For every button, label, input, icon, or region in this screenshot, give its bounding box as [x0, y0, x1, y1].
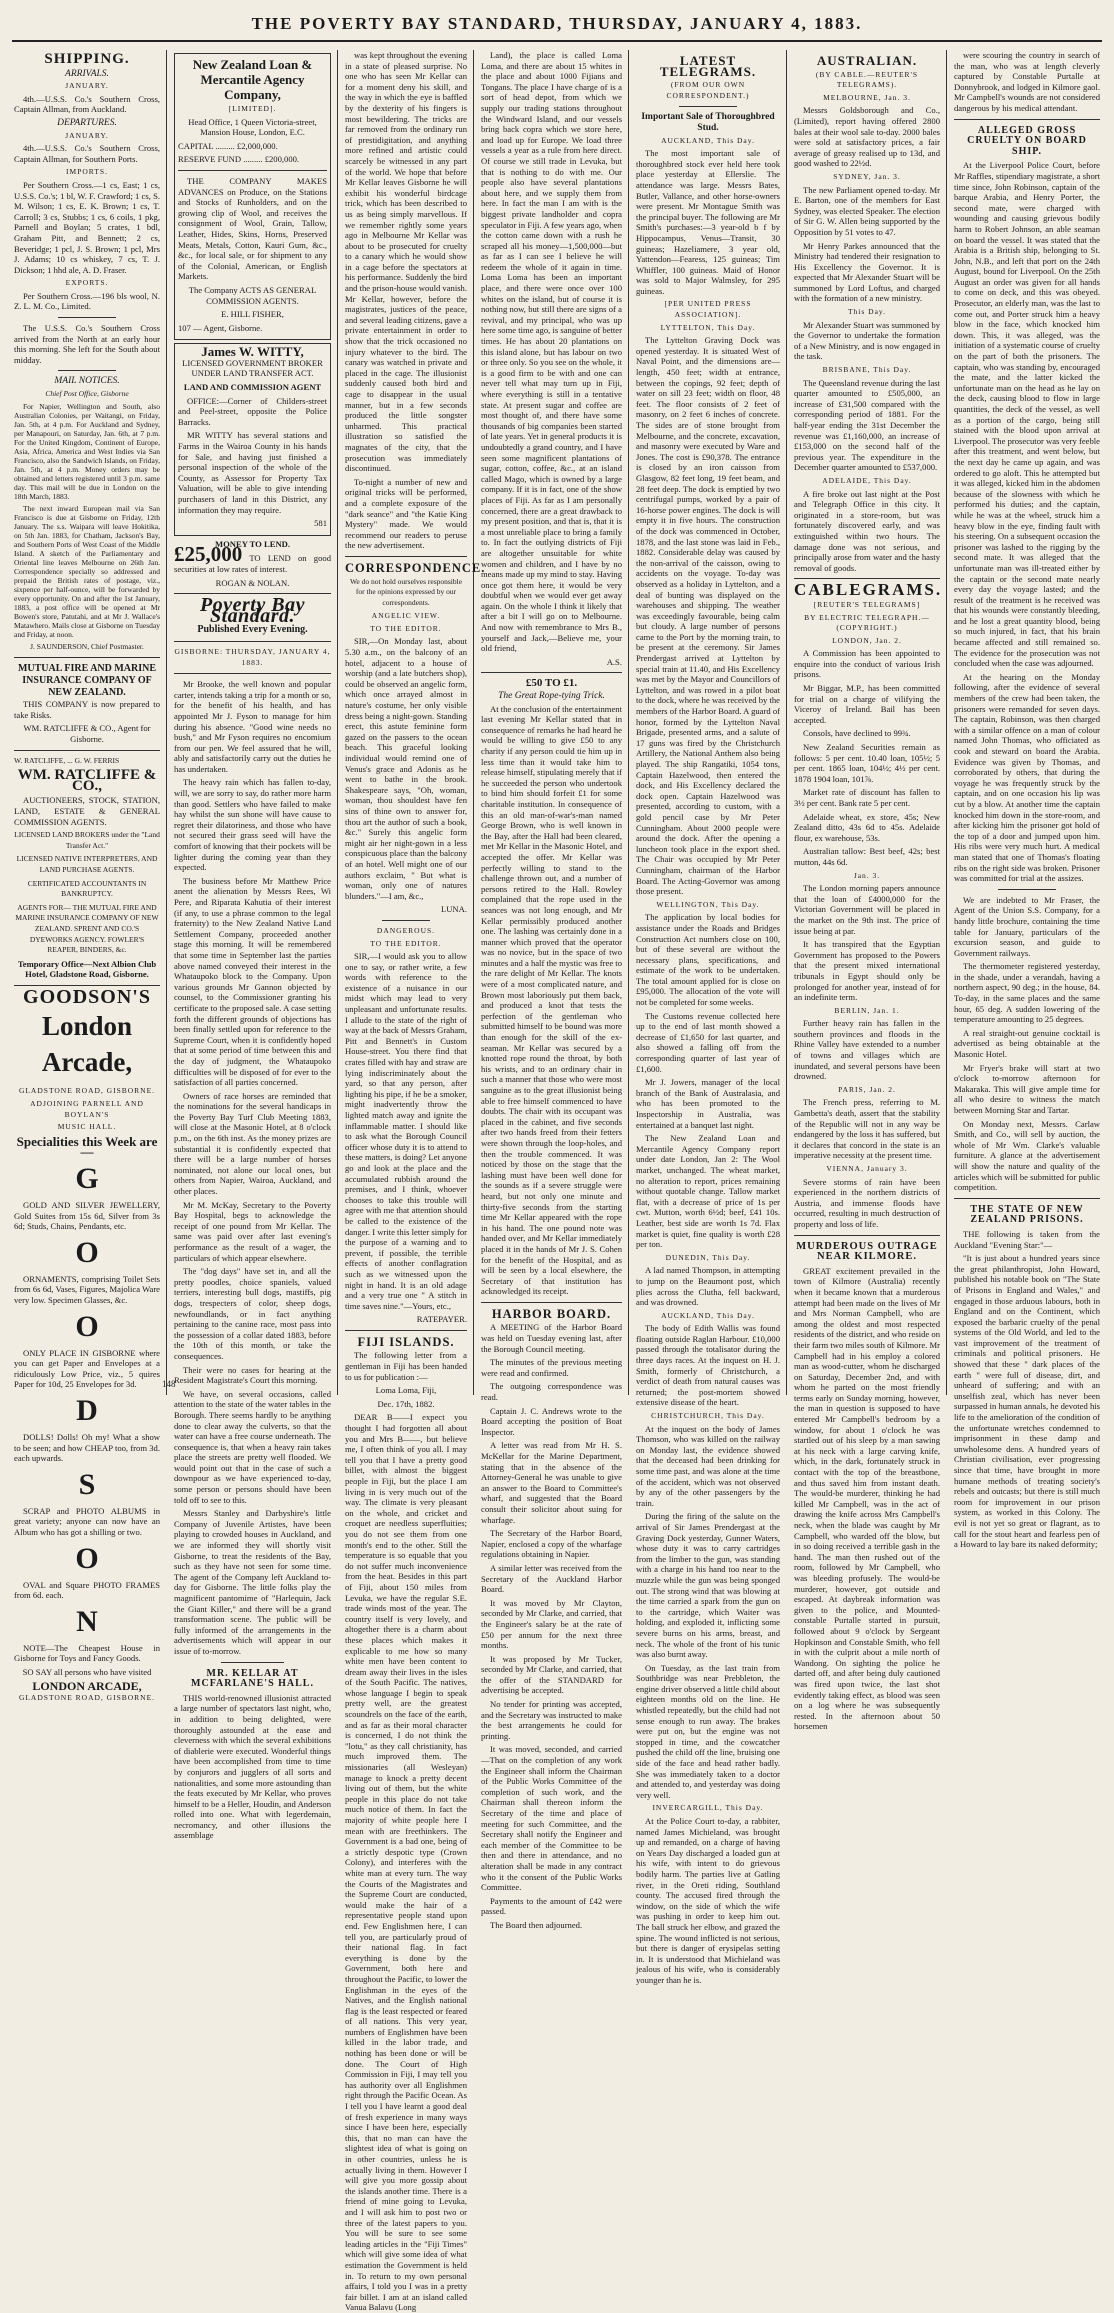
latest-telegrams-source: (FROM OUR OWN CORRESPONDENT.): [666, 80, 750, 100]
closing-road: GLADSTONE ROAD, GISBORNE.: [18, 1693, 156, 1703]
money-text: TO LEND on good securities at low rates of interest.: [174, 553, 331, 574]
witty-number: 581: [314, 518, 327, 529]
news-paragraph: Owners of race horses are reminded that the nominations for the several handicaps in the Poverty Bay Turf Club Meeting 1883, will close at the Masonic Hotel, at 8 o'clock p.m., on the 6th inst. As the money prizes are substantial it is confidently expected that there will be a large number of horses nominated, not alone our local ones, but others from Napier, Wairoa, Auckland, and other places.: [174, 1090, 331, 1197]
dateline-invercargill: INVERCARGILL, This Day.: [652, 1803, 764, 1813]
dateline-dunedin: DUNEDIN, This Day.: [665, 1252, 751, 1262]
news-paragraph: The "dog days" have set in, and all the pretty poodles, choice spaniels, valued terriers, interesting bull dogs, mastiffs, pig dogs, trespecters of color, sheep dogs, newfoundlands, or in fact anything pertaining to the canine race, most pass into the possession of a collar dated 1883, before the 10th of this month, or take the consequences.: [174, 1266, 331, 1361]
harbor-text: A similar letter was received from the Secretary of the Auckland Harbor Board.: [481, 1562, 622, 1595]
dateline-berlin: BERLIN, Jan. 1.: [834, 1005, 900, 1015]
news-paragraph: The heavy rain which has fallen to-day, will, we are sorry to say, do rather more harm than good. Settlers who have failed to make hay whilst the sun shone will have cause to regret their dilatoriness, and those who have not secured their grass seed will have the comfort of knowing that their pockets will be lighter during the coming year than they expected.: [174, 777, 331, 873]
harbor-text: The minutes of the previous meeting were read and confirmed.: [481, 1357, 622, 1378]
cable-text: Further heavy rain has fallen in the southern provinces and floods in the Rhine Valley have extended to a number of towns and villages which are inundated, and several persons have been drowned.: [794, 1018, 940, 1082]
fiji-place: Loma Loma, Fiji,: [375, 1385, 437, 1396]
imports-heading: IMPORTS.: [66, 167, 108, 177]
witty-ad: [174, 343, 331, 536]
fiji-title: FIJI ISLANDS.: [357, 1334, 455, 1349]
letter-signature: LUNA.: [440, 904, 467, 915]
cable-text: Mr Biggar, M.P., has been committed for trial on a charge of vilifying the Viceroy of Ireland. Bail has been accepted.: [794, 683, 940, 725]
cablegrams-source-2: BY ELECTRIC TELEGRAPH.—(COPYRIGHT.): [804, 612, 930, 633]
departures-month: JANUARY.: [65, 130, 109, 140]
fiji-signature: A.S.: [606, 656, 622, 667]
reserve-fund: RESERVE FUND ......... £200,000.: [178, 154, 300, 165]
exports-text: Per Southern Cross.—196 bls wool, N. Z. L. M. Co., Limited.: [14, 290, 160, 312]
shipping-heading: SHIPPING.: [44, 51, 130, 67]
telegram-text: At the Police Court to-day, a rabbiter, named James Michieland, was brought up and remanded, on a charge of having on Years Day discharged a loaded gun at his wife, with intent to do grievous bodily harm. The parties live at Gatling river, in the Oreti riding, Southland county. The accused fired through the window, on the side of which the wife was pushing in order to keep him out. The ball struck her elbow, and grazed the spine. The wound inflicted is not serious, but there is danger of erysipelas setting in. It is understood that Michieland was jealous of his wife, who is considerably younger than he is.: [636, 1816, 780, 1985]
drop-letter: D: [76, 1393, 98, 1427]
published-line: Published Every Evening.: [197, 624, 308, 636]
harbor-text: It was moved by Mr Clayton, seconded by Mr Clarke, and carried, that the Engineer's salary be at the rate of £50 per annum for the next three months.: [481, 1597, 622, 1651]
cable-text: A Commission has been appointed to enquire into the conduct of various Irish prisons.: [794, 648, 940, 680]
latest-telegrams-title: LATEST TELEGRAMS.: [659, 53, 757, 79]
telegram-text: A lad named Thompson, in attempting to jump on the Beaumont post, which plies across the Clutha, fell backward, and was drowned.: [636, 1265, 780, 1308]
news-paragraph: Messrs Stanley and Darbyshire's little Company of Juvenile Artistes, have been playing to crowded houses in Auckland, and we are informed they will shortly visit Gisborne, to treat the residents of the Bay, such as they have not seen for some time. The agent of the Company left Auckland to-day for Gisborne. The little folks play the magnificent pantomime of "Harlequin, Jack the Giant Killer," and there will be a grand transformation scene. The public will be fully informed of the arrangements in the advertisements which will appear in our issue of to-morrow.: [174, 1508, 331, 1656]
special-text: NOTE—The Cheapest House in Gisborne for Toys and Fancy Goods.: [14, 1642, 160, 1664]
cable-text: Adelaide wheat, ex store, 45s; New Zealand ditto, 43s 6d to 45s. Adelaide flour, ex warehouse, 53s.: [794, 811, 940, 843]
divider: [178, 170, 327, 171]
cable-text: Mr Henry Parkes announced that the Ministry had tendered their resignation to His Excellency the Governor. It is expected that Mr Alexander Stuart will be summoned by Lord Loftus, and charged with the formation of a new ministry.: [794, 240, 940, 304]
column-rule: [473, 50, 474, 1395]
exports-heading: EXPORTS.: [65, 278, 109, 288]
divider: [794, 578, 940, 579]
divider: [382, 920, 431, 921]
nz-loan-acts: The Company ACTS AS GENERAL COMMISSION AGENTS.: [188, 284, 317, 306]
rope-title: £50 TO £1.: [525, 677, 578, 690]
divider: [481, 672, 622, 673]
to-the-editor: TO THE EDITOR.: [370, 623, 442, 633]
to-the-editor: TO THE EDITOR.: [370, 938, 442, 948]
kellar-title: MR. KELLAR AT MCFARLANE'S HALL.: [191, 1667, 314, 1690]
dateline-vienna: VIENNA, January 3.: [826, 1164, 908, 1173]
dateline-auckland-2: AUCKLAND, This Day.: [661, 1310, 755, 1320]
cruelty-text: At the hearing on the Monday following, after the evidence of several members of the crew had been taken, the prisoners were remanded for seven days. The captain, Robinson, was then charged with a similar offence on a man of colour named John Thomas, who officiated as cook and steward on board the Arabia. Evidence was given by Thomas, and corroborated by others, that during the voyage he was frequently struck by the captain, and on one occasion his lip was cut by a blow. At another time the captain knocked him down in the store-room, and after kicking him the prisoner got hold of the top of a door and jumped upon him. His ribs were very much hurt. A medical man stated that one of Thomas's floating ribs on the right side was broken. Prisoner was committed for trial at the assizes.: [954, 671, 1100, 884]
harbor-text: No tender for printing was accepted, and the Secretary was instructed to make the best arrangements he could for printing.: [481, 1699, 622, 1741]
divider: [794, 1235, 940, 1236]
telegram-text: The most important sale of thoroughbred stock ever held here took place yesterday at Ellerslie. The attendance was large. Messrs Bates, Butler, Vallance, and other horse-owners were present. Mr Montague Smith was the principal buyer. The following are Mr Smith's purchases:—3 year-old b f by Hippocampus, Venus—Transit, 30 guineas; Hazeliamere, 3 year old, Yattendon—Fearess, 125 guineas; Tim Whiffler, 100 guineas. Maid of Honor was sold to Major Walmsley, for 295 guineas.: [636, 148, 780, 296]
telegram-text: The Customs revenue collected here up to the end of last month showed a decrease of £1,650 for last quarter, and also showed a falling off from the corresponding quarter of last year of £1,600.: [636, 1010, 780, 1074]
imports-text: Per Southern Cross.—1 cs, East; 1 cs, U.S.S. Co.'s; 1 bl, W. F. Crawford; 1 cs, S. M. Wilson; 1 cs, E. K. Brown; 1 cs, T. Carroll; 3 cs, Stubbs; 1 cs, 6 coils, 1 pkg, Parnell and Boylan; 5 crates, 1 bdl, Graham Pitt, and Bennett; 2 cs, Beveridge; 1 pcl, J. S. Brown; 1 pcl, Mrs J. Adams; 10 cs whiskey, 7 cs, T. J. Dickson; 1 hhd ale, A. D. Fraser.: [14, 179, 160, 275]
mail-notices-heading: MAIL NOTICES.: [54, 376, 120, 387]
kellar-paragraph: To-night a number of new and original tricks will be performed, and a complete exposure of the "dark seance" and "the Katie King Mystery" made. We would recommend our readers to peruse the new advertisement.: [345, 476, 467, 551]
masthead: [0, 0, 1114, 44]
money-signature: ROGAN & NOLAN.: [215, 577, 290, 588]
paper-title: Poverty Bay Standard.: [200, 594, 305, 627]
column-4: [475, 50, 628, 1930]
harbor-text: Payments to the amount of £42 were passed.: [481, 1895, 622, 1917]
harbor-board-title: HARBOR BOARD.: [491, 1306, 612, 1321]
dateline-london-2: Jan. 3.: [853, 870, 881, 880]
ratcliffe-agents: AGENTS FOR— THE MUTUAL FIRE AND MARINE INSURANCE COMPANY OF NEW ZEALAND. SPRENT AND CO.'S DYEWORKS AGENCY. FOWLER'S REAPER, BINDERS, &c.: [15, 902, 159, 955]
rope-subtitle: The Great Rope-tying Trick.: [498, 691, 605, 702]
dateline-sydney: SYDNEY, Jan. 3.: [833, 171, 901, 181]
special-text: ORNAMENTS, comprising Toilet Sets from 6s 6d, Vases, Figures, Majolica Ware very low. Specimen Glasses, &c.: [14, 1273, 160, 1305]
cable-text: Market rate of discount has fallen to 3½ per cent. Bank rate 5 per cent.: [794, 787, 940, 808]
masthead-title: THE POVERTY BAY STANDARD, THURSDAY, JANUARY 4, 1883.: [251, 14, 863, 33]
divider: [221, 1662, 284, 1663]
local-note: A real straight-out genuine cocktail is advertised as being obtainable at the Masonic Hotel.: [954, 1027, 1100, 1060]
cable-text: New Zealand Securities remain as follows: 5 per cent. 10.40 loan, 105½; 5 per cent. 1865 loan, 104½; 4½ per cent. 1878 1904 loan, 101⅞.: [794, 742, 940, 784]
prisons-text: "It is just about a hundred years since the great philanthropist, John Howard, published his notable book on "The State of Prisons in England and Wales," and engaged in those arduous labours, both in England and on the Continent, which exposed the barbaric cruelty of the penal systems of the Old World, and led to the vast improvement of the treatment of criminals and political prisoners. He showed that these " dark places of the earth " were full of disease, dirt, and unheard of suffering; and with an unselfish zeal, which has never been surpassed in human annals, he devoted his life to the amelioration of the condition of the unfortunate wretches condemned to imprisonment in these damp and unwholesome dens. A hundred years of Christian civilisation, ever progressing since that time, have brought in more humane methods of treating society's rebels and outcasts; but there is still much room for improvement in our prison system, as worked in this Colony. The evil is not yet so great or flagrant, as to call for the stout heart and fearless pen of a Howard to lay bare its naked deformity;: [954, 1253, 1100, 1550]
australian-title: AUSTRALIAN.: [816, 53, 918, 68]
masthead-rule: [12, 40, 1102, 42]
correspondence-title: CORRESPONDENCE.: [345, 560, 486, 575]
divider: [679, 106, 737, 107]
gladstone-road: GLADSTONE ROAD, GISBORNE.: [18, 1086, 156, 1096]
column-rule: [786, 50, 787, 1395]
kellar-paragraph: THIS world-renowned illusionist attracted a large number of spectators last night, who, in addition to being delighted, were thoroughly astounded at the ease and cleverness with which the several exhibitions of diablerie were executed. Wonderful things have been accomplished from time to time by conjurors and jugglers of all sorts and nationalities, and some more astounding than the feats executed by Mr Kellar, who proves himself to be a Heller, Houdin, and Anderson rolled into one. What with legerdemain, necromancy, and other illusions the assemblage: [174, 1692, 331, 1841]
divider: [14, 657, 160, 658]
harbor-text: A MEETING of the Harbor Board was held on Tuesday evening last, after the Borough Council meeting.: [481, 1322, 622, 1354]
telegram-text: The Lyttelton Graving Dock was opened yesterday. It is situated West of Naval Point, and the dimensions are—length, 450 feet; width at entrance, between the copings, 92 feet; depth of water on sill 23 feet; width on floor, 48 feet. The floor consists of 2 feet of masonry, on 2 feet 6 inches of concrete. The sides are of stone brought from Melbourne, and the concrete, excavation, and masonry were executed by Ware and Jones. The cost is £90,378. The entrance is closed by an iron caisson from Glasgow, 82 feet long, 19 feet beam, and 28 feet deep. The dock is emptied by two centrifugal pumps, worked by a pair of 16-horse power engines. The dock is will empty it in five hours. The construction of the dock was commenced in October, 1878, and the last stone was laid in Feb., 1882. Considerable delay was caused by the non-arrival of the caisson, owing to accidents on the voyage. To-day was observed as a holiday in Lyttelton, and a deal of bunting was displayed on the warehouses and shipping. The weather was exceedingly favourable, being calm but cloudy. A large number of persons came to the Port by the morning train, to be present at the ceremony. Sir James Prendergast arrived at Lyttelton by special train at 11.40, and His Excellency was met by the Mayor and Councillors of Lyttelton, and was rowed in a pilot boat to the dock, where he was received by the members of the Harbor Board. A guard of honor, formed by the Lyttelton Naval Brigade, presented arms, and a salute of 17 guns was fired by the Christchurch Artillery, the National Anthem also being played. The ship Rangatiki, 1054 tons, Captain Hazelwood, then entered the dock, and His Excellency declared the dock open. Captain Hazelwood was presented, according to custom, with a gold pencil case by Mr Peter Cunningham. About 2000 people were around the dock. After the opening a luncheon took place in the export shed. The Chair was occupied by Mr Peter Cunningham, chairman of the Harbor Board. The Acting-Governor was among those present.: [636, 335, 780, 897]
ratcliffe-line-2: LICENSED NATIVE INTERPRETERS, AND LAND PURCHASE AGENTS.: [16, 854, 158, 874]
local-note: We are indebted to Mr Fraser, the Agent of the Union S.S. Company, for a handy little brochure, containing the time table for January, particulars of the excursion season, and guide to Government railways.: [954, 894, 1100, 958]
dateline-auckland: AUCKLAND, This Day.: [661, 135, 755, 145]
specialities-heading: Specialities this Week are—: [16, 1133, 158, 1160]
telegram-text: The application by local bodies for assistance under the Roads and Bridges Construction Act numbers close on 100, but of these several are without the necessary plans, specifications, and estimate of the work to be undertaken. The total amount applied for is close on £95,000. The allocation of the vote will not be completed for some weeks.: [636, 912, 780, 1008]
drop-letter: S: [78, 1467, 96, 1501]
sale-title: Important Sale of Thoroughbred Stud.: [641, 112, 775, 133]
murder-title: MURDEROUS OUTRAGE NEAR KILMORE.: [796, 1240, 938, 1263]
drop-letter: N: [76, 1604, 98, 1638]
departures-heading: DEPARTURES.: [57, 117, 117, 128]
departures-text: 4th.—U.S.S. Co.'s Southern Cross, Captain Allman, for Southern Ports.: [14, 143, 160, 164]
prisons-title: THE STATE OF NEW ZEALAND PRISONS.: [970, 1203, 1084, 1226]
kellar-paragraph: was kept throughout the evening in a state of pleased surprise. No one who has seen Mr Kellar can for a moment deny his skill, and the way in which the eye is baffled by the dexterity of his fingers is most bewildering. The tricks are far removed from the ordinary run of prestidigitation, and anything more refined and artistic could scarcely be witnessed in any part of the world. We hope that before Mr Kellar leaves Gisborne he will exhibit his wonderful birdcage trick, which has been described to us as being simply marvellous. If we remember rightly some years ago in Melbourne Mr Kellar was about to be prosecuted for cruelty to a canary which he would show in a cage before the spectators at his performance. Suddenly the bird and the prison-house would vanish. Mr Kellar, however, before the magistrates, justices of the peace, and several leading citizens, gave a private entertainment in order to show that the trick occasioned no injury whatever to the bird. The canary was watched in private and placed in the cage. The illusionist suddenly caused both bird and cage to disappear in the usual manner, but in a few seconds produced the little songster unharmed. This practical illustration so satisfied the magnates of the city, that the prosecution was immediately discontinued.: [345, 50, 467, 474]
news-paragraph: We have, on several occasions, called attention to the state of the water tables in the Borough. There seems hardly to be anything done to clear away the culverts, so that the water can have a free course underneath. The consequence is, that when a heavy rain takes place the streets are pretty well flooded. We would point out that in the case of such a downpour as we have experienced to-day, some person or persons should have been told off to see to this.: [174, 1388, 331, 1505]
special-text: ONLY PLACE IN GISBORNE where you can get Paper and Envelopes at a ridiculously Low Price, viz., 5 quires Paper for 10d, 25 Envelopes for 3d.: [14, 1347, 160, 1390]
ratcliffe-line-3: CERTIFICATED ACCOUNTANTS IN BANKRUPTCY.: [27, 878, 147, 899]
page-number: 148: [162, 1379, 176, 1389]
uss-text: The U.S.S. Co.'s Southern Cross arrived from the North at an early hour this morning. She left for the South about midday.: [14, 323, 160, 365]
divider: [174, 673, 331, 674]
news-paragraph: Their were no cases for hearing at the Resident Magistrate's Court this morning.: [174, 1364, 331, 1386]
telegram-text: During the firing of the salute on the arrival of Sir James Prendergast at the Graving Dock yesterday, Gunner Waters, whose duty it was to carry cartridges from the limber to the gun, was standing with a charge in his hand too near to the muzzle while the gun was being sponged out. The strong wind that was blowing at the time carried a spark from the gun on to the cartridge, which Waiter was holding, and exploded it, inflicting some severe burns on his arms, breast, and neck. The whole of the front of his tunic was also burnt away.: [636, 1511, 780, 1660]
cable-text: A fire broke out last night at the Post and Telegraph Office in this city. It originated in a store-room, but was fortunately discovered early, and was extinguished within two hours. The damage done was not serious, and principally arose from water and the hasty removal of goods.: [794, 488, 940, 573]
ratcliffe-line-1: LICENSED LAND BROKERS under the "Land Transfer Act.": [14, 830, 160, 850]
nz-loan-office: Head Office, 1 Queen Victoria-street, Mansion House, London, E.C.: [188, 116, 317, 138]
column-rule: [166, 50, 167, 1395]
nz-loan-text: THE COMPANY MAKES ADVANCES on Produce, on the Stations and Stocks of Runholders, and on the growing clip of Wool, and receives the consignment of Wool, Grain, Tallow, Leather, Hides, Skins, Horns, Preserved Meats, Metals, Cotton, Kauri Gum, &c., &c., for local sale, or for shipment to any of the Colonial, American, or English Markets.: [178, 175, 327, 282]
column-6: [788, 50, 946, 1732]
mail-text: For Napier, Wellington and South, also Australian Colonies, per Waitangi, on Friday, Jan. 5th, at 4 p.m. For Auckland and Sydney, per Manapouri, on Saturday, Jan. 6th, at 7 p.m. For the United Kingdom, Continent of Europe, Asia, Africa, America and West Indies via San Francisco, also the Sandwich Islands, on Friday, Jan. 5th, at 4 p.m. Money orders may be obtained and letters registered until 3 p.m. same day. This mail will be due in London on the 18th March, 1883.: [14, 401, 160, 501]
news-paragraph: Mr Brooke, the well known and popular carter, intends taking a trip for a month or so, for the benefit of his health, and has appointed Mr J. Fyson to manage for him during his absence. "Good wine needs no bush," and Mr Fyson requires no encomium from our pen. We feel assured that he will, ably and satisfactorily carry out the duties he has undertaken.: [174, 679, 331, 774]
mutual-text: THIS COMPANY is now prepared to take Risks.: [14, 699, 160, 720]
local-note: Mr Fryer's brake will start at two o'clock to-morrow afternoon for Makaraka. This will give ample time for all who desire to witness the match between Morning Star and Tartar.: [954, 1062, 1100, 1115]
telegram-text: On Tuesday, as the last train from Southbridge was near Prebbleton, the engine driver observed a little child about eighteen months old on the line. He whistled repeatedly, but the child had not sense enough to run away. The brakes were put on, but the engine was not stopped in time, and the cowcatcher pushed the child off the line, bruising one side of the face and head rather badly. She was immediately taken to a doctor and attended to, and yesterday was doing very well.: [636, 1662, 780, 1800]
telegram-text: Mr J. Jowers, manager of the local branch of the Bank of Australasia, and who has been promoted to the Inspectorship in Australia, was entertained at a banquet last night.: [636, 1077, 780, 1130]
drop-letter: G: [75, 1162, 99, 1196]
column-5: [630, 50, 786, 1985]
cable-text: Consols, have declined to 99¾.: [803, 728, 911, 739]
witty-title: James W. WITTY,: [201, 344, 304, 360]
correspondence-note: We do not hold ourselves responsible for the opinions expressed by our correspondents.: [349, 576, 463, 607]
special-text: GOLD AND SILVER JEWELLERY, Gold Suites from 15s 6d, Silver from 3s 6d; Studs, Chains, Pendants, etc.: [14, 1200, 160, 1232]
ratcliffe-text: AUCTIONEERS, STOCK, STATION, LAND, ESTATE & GENERAL COMMISSION AGENTS.: [14, 795, 160, 827]
ratcliffe-firm: WM. RATCLIFFE & CO.,: [17, 767, 157, 794]
nz-loan-title: New Zealand Loan & Mercantile Agency Company,: [192, 57, 313, 102]
murder-text: were scouring the country in search of the man, who was at length cleverly captured by Constable Purtalle at Donnybrook, and lodged in Kilmore gaol. Mr Campbell's wounds are not considered dangerous by his medical attendant.: [954, 50, 1100, 113]
nz-loan-limited: [LIMITED].: [228, 104, 277, 113]
fiji-letter: Land), the place is called Loma Loma, and there are about 15 whites in the place and about 1000 Fijians and Tongans. The place I have charge of is a sort of head depot, from which we supply our trading stations throughout the Windward Island, and our vessels bring back copra which we store here, and load up for Europe. We load three vessels a year as a rule from here direct. Of course we still trade in Levuka, but that is nothing to do with me. Our people also have several plantations about here, and we supply them from here. In fact the man I am with is the biggest private landholder and copra speculator in Fiji. A few years ago, when the cotton came down with a rush he scraped all his money—1,500,000—but as far as I can see I believe he will redeem the whole of it again in time. Loma Loma has been an important place, and there were once over 100 whites on the island, but of course it is nothing now, but still there are signs of a revival, and my principal, who was up here some time ago, is sanguine of better times. He has about 20 plantations on this island alone, but has labour on two or three only. So you see on the whole, it is a good firm to be with and one can never tell what may turn up in Fiji, where everything is still in a tentative state. At present sugar and coffee are most thought of, and there have some thousands of big companies been started of late years. Yet in general products it is undoubtedly a grand country, and I have seen some magnificent plantations of sugar, cotton, coffee, &c., at an island called Mago, which is owned by a large company. If it is in fact, one of the show places of Fiji. As far as I am personally concerned, there are a great drawback to my present position, and that is, that it is a most unreliable place to bring a family to. In fact the outlying districts of Fiji are altogether unsuitable for white women and children, and I have by no means made up my mind to stay. Having once got them here, it would be very doubtful when we would ever get away again. On the whole I think it likely that after a bit I will go on to Melbourne. And now with remembrance to Mrs B., yourself and Jack,—Believe me, your old friend,: [481, 50, 622, 654]
witty-offices: OFFICE:—Corner of Childers-street and Peel-street, opposite the Police Barracks.: [178, 395, 327, 427]
letter-text: SIR,—On Monday last, about 5.30 a.m., on the balcony of an hotel, adjacent to a house of worship (and a late butchers shop), could be observed an angelic form, which once arrayed almost in nature's costume, her only visible dress being a night-gown. Standing erect, this astute feminine form gazed on the passers to the ocean beach. This graceful looking individual would remind one of Venus's grace and Adonis as he went to bathe in the brook. Shakespeare says, "Oh, woman, woman, thou shouldest have fen sins of thine own to answer for, thou art the author of such a book, &c." Surely this angelic form might air her night-gown in a less conspicuous place than the balcony of an hotel. Well might one of our authors exclaim, " But what is woman, only one of natures blunders."—I am, &c.,: [345, 636, 467, 901]
cable-text: It has transpired that the Egyptian Government has proposed to the Powers that the present mixed international tribunals in Egypt should only be prolonged for another year, instead of for an indefinite term.: [794, 939, 940, 1003]
mail-office: Chief Post Office, Gisborne: [45, 389, 129, 399]
cable-text: The Queensland revenue during the last quarter amounted to £505,000, an increase of £31,500 compared with the corresponding period of 1881. For the half-year ending the 31st December the revenue was £1,160,000, an increase of £153,000 on the second half of the previous year. The expenditure in the December quarter amounted to £537,000.: [794, 377, 940, 473]
column-7: [948, 50, 1106, 1550]
harbor-text: The outgoing correspondence was read.: [481, 1381, 622, 1403]
column-2: [168, 50, 337, 1841]
special-text: SCRAP and PHOTO ALBUMS in great variety; anyone can now have an Album who has got a shilling or two.: [14, 1505, 160, 1537]
dateline-sydney-2: This Day.: [847, 307, 887, 317]
fiji-letter: DEAR B——I expect you thought I had forgotten all about you and Mrs B——, but believe me, I often think of you all. I may tell you that I have a pretty good billet, with almost the biggest people in Fiji, but the place I am living in is very much out of the way. The climate is very pleasant on the whole, and cricket and croquet are needless superfluities; you do not see them from one month's end to the other. Still the temperature is so equable that you do not suffer much inconvenience from the heat. Besides in this part of Fiji, about 150 miles from Levuka, we have the regular S.E. trade winds most of the year. The country itself is very lovely, and altogether there is a charm about these places which makes it explicable to me how so many white men have been content to dream away their lives in the isles of the South Pacific. The natives, whose language I begin to speak pretty well, are the greatest scoundrels on the face of the earth, and as far as their moral character is concerned, I do not think the "lotu," as they call christianity, has much improved them. The missionaries (all Wesleyan) manage to knock a pretty decent living out of them, but the white people in this place do not take much notice of them. In fact the majority of white people here I mean with are freethinkers. The Government is a bad one, being of a strictly despotic type (Crown Colony), and interferes with the white man at every turn. The way the Courts of the Magistrates and the Supreme Court are conducted, would make the hair of a representative people stand upon end. Few Englishmen here, I can tell you, are particularly proud of their national flag. In fact everything is done by the Government, both here and throughout the Pacific, to lower the Englishman in the eyes of the Natives, and the English national flag is the least respected or feared of all nations. This very year, numbers of Englishmen have been killed in the labor trade, and nothing has been done or will be done. The Court of High Commission in Fiji, I may tell you has authority over all Englishmen right through the Pacific Ocean. As I tell you I have learnt a good deal of fresh experience in many ways since I have been here, especially this, that no man can have the slightest idea of what is going on in other countries, unless he is actually living in them. However I will give you more gossip about the islands another time. There is a friend of mine going to Levuka, and I will ask him to post two or three of the latest papers to you. You will be sure to see some leading articles in the "Fiji Times" which will give some idea of what estimation the Government is held in. To return to my own personal affairs, I told you I was in a pretty fair billet. I am at an island called Vanua Balavu (Long: [345, 1412, 467, 2313]
divider: [58, 370, 116, 371]
local-note: The thermometer registered yesterday, in the shade, under a verandah, having a northern aspect, 90 deg.; in the house, 84. To-day, in the same places and the same hour, 65 deg. A sudden lowering of the temperature amounting to 25 degrees.: [954, 961, 1100, 1025]
dateline-lyttelton: LYTTELTON, This Day.: [660, 322, 756, 332]
local-note: On Monday next, Messrs. Carlaw Smith, and Co., will sell by auction, the whole of Mr Wm. Clarke's valuable furniture. A glance at the advertisement will show the nature and quality of the articles which will be submitted for public competition.: [954, 1118, 1100, 1193]
dateline: GISBORNE: THURSDAY, JANUARY 4, 1883.: [174, 646, 331, 667]
telegram-text: The body of Edith Wallis was found floating outside Raglan Harbour. £10,000 passed through the totalisator during the three days races. At the inquest on H. J. Smith, formerly of Christchurch, a verdict of death from natural causes was returned; the post-mortem showed extensive disease of the heart.: [636, 1323, 780, 1408]
dateline-adelaide: ADELAIDE, This Day.: [822, 475, 912, 485]
money-to-lend-heading: MONEY TO LEND.: [214, 538, 291, 549]
cable-text: Australian tallow: Best beef, 42s; best mutton, 44s 6d.: [794, 846, 940, 867]
rope-text: At the conclusion of the entertainment last evening Mr Kellar stated that in consequence of remarks he had heard he would be willing to give £50 to any charity if any person could tie him up in less time than it would take him to release himself, stipulating merely that if he succeeded the person who undertook to bind him should forfeit £1 for some charitable institution. In consequence of this an old man-of-war's-man named George Brown, who is well known in the Bay, after the Hall had been cleared, met Mr Kellar in the Masonic Hotel, and accepted the offer. Mr Kellar was perfectly willing to stand to the challenge thrown out, and a number of persons retired to the Hall. Rowley complained that the rope used in the seances was not long enough, and Mr Kellar permissibly produced another one. The lashing was certainly done in a manner which proved that the operator was no novice, but in the space of two minutes and a half the mystic was free to the rare delight of Mr Kellar. The knots were of a most complicated nature, and Brown most laboriously put them back, and produced a knot that tests the perfection of the gentleman who submitted himself to be bound was more than enough for the skill of the ex-seaman. Mr Kellar was secured by a knotted rope round the throat, by both his wrists, and to an ordinary chair in such a manner that those who were most sanguine as to the great illusionist being able to free himself commenced to have doubts. The chair with its occupant was placed in the cabinet, and five seconds after two hands freed from their fetters were shown through the loop-holes, and then the trouble commenced. It was noticed by those on the stage that the lashing must have been well done for the sounds as if a severe struggle were heard, but not only one minute and thirty-five seconds from the starting time Mr Kellar appeared with the rope in his hand. The one pound note was handed over, and Mr Kellar immediately placed it in the hands of Mr J. S. Cohen for the benefit of the Hospital, and as will be seen by a local elsewhere, the Secretary of that institution has acknowledged its receipt.: [481, 703, 622, 1297]
mutual-agent: WM. RATCLIFFE & CO., Agent for Gisborne.: [23, 723, 151, 744]
divider: [58, 317, 116, 318]
london-arcade-heading: London Arcade,: [41, 1011, 133, 1078]
dateline-melbourne: MELBOURNE, Jan. 3.: [823, 92, 911, 102]
cable-text: The French press, referring to M. Gambetta's death, assert that the stability of the Republic will not in any way be endangered by the loss it has suffered, but it declares that concord in the state is an imperative necessity at the present time.: [794, 1097, 940, 1161]
divider: [345, 1330, 467, 1331]
music-hall: MUSIC HALL.: [57, 1122, 117, 1132]
news-paragraph: Mr M. McKay, Secretary to the Poverty Bay Hospital, begs to acknowledge the receipt of one pound from Mr Kellar. The same was paid over after last evening's performance as the result of a wager, the particulars of which appear elsewhere.: [174, 1199, 331, 1263]
harbor-text: Captain J. C. Andrews wrote to the Board accepting the position of Boat Inspector.: [481, 1405, 622, 1437]
dateline-london: LONDON, Jan. 2.: [832, 635, 902, 645]
nz-loan-ad: [174, 53, 331, 340]
arrivals-heading: ARRIVALS.: [65, 68, 109, 79]
telegram-text: At the inquest on the body of James Thomson, who was killed on the railway on Monday last, the evidence showed that the deceased had been drinking for some time past, and was alone at the time of the accident, which was not observed by any of the other passengers by the train.: [636, 1423, 780, 1508]
drop-letter: O: [75, 1541, 99, 1575]
column-rule: [337, 50, 338, 1395]
fiji-intro: The following letter from a gentleman in Fiji has been handed to us for publication :—: [345, 1350, 467, 1382]
dateline-christchurch: CHRISTCHURCH, This Day.: [651, 1411, 765, 1421]
column-rule: [946, 50, 947, 1395]
cable-text: Severe storms of rain have been experienced in the northern districts of Austria, and immense floods have occurred, resulting in much destruction of property and loss of life.: [794, 1176, 940, 1229]
divider: [481, 1302, 622, 1303]
closing-arcade: LONDON ARCADE,: [32, 1678, 142, 1693]
australian-source: (BY CABLE.—REUTER'S TELEGRAMS).: [815, 69, 919, 90]
fiji-date: Dec. 17th, 1882.: [377, 1398, 435, 1409]
cable-text: Messrs Goldsborough and Co., (Limited), report having offered 2800 bales at their wool sale to-day. 2000 bales were sold at satisfactory prices, a fair average of greasy realised up to 13d, and good washed to 22½d.: [794, 105, 940, 169]
capital: CAPITAL ......... £2,000,000.: [178, 140, 278, 151]
drop-letter: O: [75, 1235, 99, 1269]
cruelty-text: At the Liverpool Police Court, before Mr Raffles, stipendiary magistrate, a short time since, John Robinson, captain of the barque Arabia, and Henry Porter, the second mate, were charged with wounding and causing grievous bodily harm to Robert Johnson, an able seaman on board the vessel. It was stated that the Arabia is a British ship, belonging to St. John, N.B., and left that port on the 24th August, bound for Liverpool. On the 25th August an order was given for all hands to come on deck, and this was obeyed. Prosecutor, an elderly man, was the last to come out, and Porter struck him a heavy blow in the face, which knocked him down. This, it was alleged, was the initiation of a systematic course of cruelty on the part of both the prisoners. The captain, who was standing by, encouraged the mate, and the latter kicked the unfortunate man on the head as he lay on the deck, causing blood to flow in large quantities, the deck of the vessel, as well as a portion of the cargo, being still stained with the blood upon arrival at Liverpool. The prosecutor was very feeble after this treatment, and went below, but the next day he came up again, and was ordered to go aloft. This he attempted but it was alleged, kicked him in the abdomen because of the slowness with which he performed his duties; and the captain, while he was at the wheel, struck him a heavy blow in the eye, finding fault with his steering. On a subsequent occasion the prisoner was lashed to the rigging by the second mate. It was alleged that the unfortunate man was ill-treated either by the captain or the second mate nearly every day the voyage lasted; and the result of the treatment is he received was that his wounds were constantly bleeding, and he lost a great quantity blood, being so much injured, in fact, that his brain became affected and still remained so. The evidence for the prosecution was not concluded when the case was adjourned.: [954, 160, 1100, 669]
prisons-text: THE following is taken from the Auckland "Evening Star:"—: [954, 1228, 1100, 1250]
drop-letter: O: [75, 1309, 99, 1343]
temporary-office: Temporary Office—Next Albion Club Hotel, Gladstone Road, Gisborne.: [17, 958, 157, 980]
dateline-brisbane: BRISBANE, This Day.: [822, 365, 912, 375]
witty-land: LAND AND COMMISSION AGENT: [183, 382, 322, 393]
angelic-view-title: ANGELIC VIEW.: [371, 611, 441, 621]
nz-loan-agent: 107 — Agent, Gisborne.: [178, 322, 263, 333]
ratcliffe-names: W. RATCLIFFE, ... G. W. FERRIS: [14, 755, 120, 765]
harbor-text: A letter was read from Mr H. S. McKellar for the Marine Department, stating that in the absence of the Attorney-General he was unable to give an answer to the Board to Committee's wharf, and suggested that the Board consult their solicitor about suing for wharfage.: [481, 1440, 622, 1525]
arrivals-month: JANUARY.: [65, 81, 109, 91]
divider: [954, 119, 1100, 120]
cablegrams-title: CABLEGRAMS.: [794, 580, 943, 600]
dateline-paris: PARIS, Jan. 2.: [838, 1084, 896, 1094]
murder-text: GREAT excitement prevailed in the town of Kilmore (Australia) recently when it became known that a murderous attempt had been made on the lives of Mr and Mrs Norman Campbell, who are among the oldest and most respected residents of the district, and who reside on their farm two miles south of Kilmore. Mr Campbell had in his employ a colored man as wood-cutter, whom he discharged on Saturday, December 2nd, and with whom he parted on the most friendly terms early on Sunday morning, however, the man in question is supposed to have entered Mr Campbell's bedroom by a window, for about 1 o'clock he was startled out of his sleep by a man sawing at his neck with a large carving knife, which, in the dark, fortunately struck in contact with the top of the breastbone, and thus saved him from instant death. The would-be murderer, thinking he had killed Mr Campbell, was in the act of drawing the knife across Mrs Campbell's neck, when the blade was caught by Mr Campbell, who warded off the blow, but in so doing received a terrible gash in the hand. The man then rushed out of the room, followed by Mr Campbell, who was bleeding profusely. The would-be murderer, however, got outside and escaped. At daybreak information was given to the police, and Mounted-constable Purtalle started in pursuit, followed about 9 o'clock by Sergeant Hopkinson and Constable Smith, who fell in with the culprit about a mile north of Wandong. On sighting the police he darted off, and after being duly cautioned was fired upon twice, the last shot evidently taking effect, as blood was seen on a log where he was subsequently rested. In the afternoon about 50 horsemen: [794, 1265, 940, 1732]
divider: [14, 750, 160, 751]
nz-loan-signature: E. HILL FISHER,: [221, 309, 284, 320]
mail-text-2: The next inward European mail via San Francisco is due at Gisborne on Friday, 12th January. The s.s. Waipara will leave Hokitika, on 5th Jan. 1883, for Chatham, Jackson's Bay, and Southern Ports of West Coast of the Middle Island. A sketch of the Parliamentary and Oriental line leaves Melbourne on 26th Jan. Correspondence specially so addressed and prepaid the British rates of postage, viz., sixpence per half-ounce, will be forwarded by every opportunity. On and after the 1st January, 1883, a post office will be opened at Mr Bowen's store, Patutahi, and at Mr J. Wallace's Matawhero. Mails close at Gisborne on Tuesday and Friday, at noon.: [14, 503, 160, 639]
harbor-text: The Board then adjourned.: [490, 1919, 583, 1930]
column-rule: [628, 50, 629, 1395]
witty-subtitle: LICENSED GOVERNMENT BROKER UNDER LAND TRANSFER ACT.: [182, 357, 323, 379]
telegram-text: The New Zealand Loan and Mercantile Agency Company report under date London, Jan 2: The Wool market, unchanged. The wheat market, no alteration to report, prices remaining without quotable change. Tallow market flat, with a decrease of price of 1s per cwt. Mutton, worth 6½d; beef, £41 10s. Leather, best side are worth 1s 7d. Flax market is quiet, fine quality is worth £28 per ton.: [636, 1133, 780, 1250]
news-paragraph: The business before Mr Matthew Price anent the alienation by Messrs Rees, Wi Pere, and Riparata Kahutia of their interest (if any, to use a phrase common to the legal fraternity) to the New Zealand Native Land Settlement Company, proceeded another stage this morning. It will be remembered that some time in September last the parties above named conveyed their interest in the Whataupoko block to the Company. Upon various grounds Mr Gannon objected by counsel, to the Commissioner granting his certificate to the proposed sale. A case setting forth the different grounds of objections has been finally settled upon for reference to the Supreme Court, when it is confidently hoped that at some period of time between this and the day of judgment, the Whataupoko difficulties will be disposed of for ever to the satisfaction of all parties concerned.: [174, 875, 331, 1088]
witty-text: MR WITTY has several stations and Farms in the Wairoa County in his hands for Sale, and having just finished a personal inspection of the whole of the County, as Assessor for Property Tax Valuation, will be able to give intending purchasers of land in this District, any information they may require.: [178, 430, 327, 515]
dateline-wellington: WELLINGTON, This Day.: [656, 899, 760, 909]
mail-signature: J. SAUNDERSON, Chief Postmaster.: [30, 641, 144, 651]
cable-text: The London morning papers announce that the loan of £4000,000 for the Victorian Government will be placed in the market on the 9th inst. The price of issue being at par.: [794, 883, 940, 936]
special-text: OVAL and Square PHOTO FRAMES from 6d. each.: [14, 1579, 160, 1601]
harbor-text: It was proposed by Mr Tucker, seconded by Mr Clarke, and carried, that the offer of the STANDARD for advertising be accepted.: [481, 1653, 622, 1696]
letter-text: SIR,—I would ask you to allow one to say, or rather write, a few words with reference to the existence of a nuisance in our midst which may lead to very unpleasant and unfortunate results. I allude to the state of the right of way at the back of Messrs Graham, Pitt and Bennett's in Custom House-street. You there find that crates filled with hay and straw are lying indiscriminately about the yard, so that any person, after lighting his pipe, if he be a smoker, might inadvertently throw the lighted match away and ignite the inflammable matter. I should like to ask what the Borough Council officer whose duty it is to attend to these matters, is doing? Let anyone go and look at the place and the accumulated rubbish around the premises, and I think, whoever chooses to take this trouble will agree with me that attention should be called to the existence of the danger. I write this letter simply for the purpose of a warning and to prevent, if possible, the terrible effects of another conflagration such as we witnessed upon the night in hand. It is an old adage and a very true one " A stitch in time saves nine."—Yours, etc.,: [345, 951, 467, 1311]
divider: [345, 556, 467, 557]
divider: [998, 889, 1056, 890]
dangerous-title: DANGEROUS.: [376, 925, 436, 935]
arrivals-text: 4th.—U.S.S. Co.'s Southern Cross, Captain Allman, from Auckland.: [14, 93, 160, 115]
harbor-text: It was moved, seconded, and carried —That on the completion of any work the Engineer shall inform the Chairman of the Public Works Committee of the completion of such work, and the Chairman shall thereon inform the Secretary of the time and place of meeting for such Committee, and the Secretary shall notify the Engineer and each member of the Committee to be then and there in attendance, and no alteration shall be made in any contract who it the consent of the Public Works Committee.: [481, 1744, 622, 1893]
divider: [174, 641, 331, 642]
ua-source: [PER UNITED PRESS ASSOCIATION].: [664, 299, 752, 320]
cable-text: The new Parliament opened to-day. Mr E. Barton, one of the members for East Sydney, was elected Speaker. The election of Sir G. W. Allen being supported by the Opposition by 51 votes to 47.: [794, 184, 940, 237]
harbor-text: The Secretary of the Harbor Board, Napier, enclosed a copy of the wharfage regulations obtaining in Napier.: [481, 1528, 622, 1560]
column-1: [8, 50, 166, 1703]
money-amount: £25,000: [174, 542, 243, 567]
special-text: DOLLS! Dolls! Oh my! What a show to be seen; and how CHEAP too, from 3d. each upwards.: [14, 1431, 160, 1464]
letter-signature: RATEPAYER.: [416, 1314, 467, 1325]
cruelty-title: ALLEGED GROSS CRUELTY ON BOARD SHIP.: [967, 124, 1087, 157]
adjoining-text: ADJOINING PARNELL AND BOYLAN'S: [30, 1099, 144, 1119]
divider: [954, 1198, 1100, 1199]
cablegrams-source: [REUTER'S TELEGRAMS]: [813, 599, 921, 609]
mutual-title: MUTUAL FIRE AND MARINE INSURANCE COMPANY OF NEW ZEALAND.: [17, 663, 157, 699]
cable-text: Mr Alexander Stuart was summoned by the Governor to undertake the formation of a New Ministry, and is now engaged in the task.: [794, 319, 940, 362]
closing-text: SO SAY all persons who have visited: [22, 1666, 152, 1677]
column-3: [339, 50, 486, 2313]
goodsons-heading: GOODSON'S: [23, 985, 151, 1008]
